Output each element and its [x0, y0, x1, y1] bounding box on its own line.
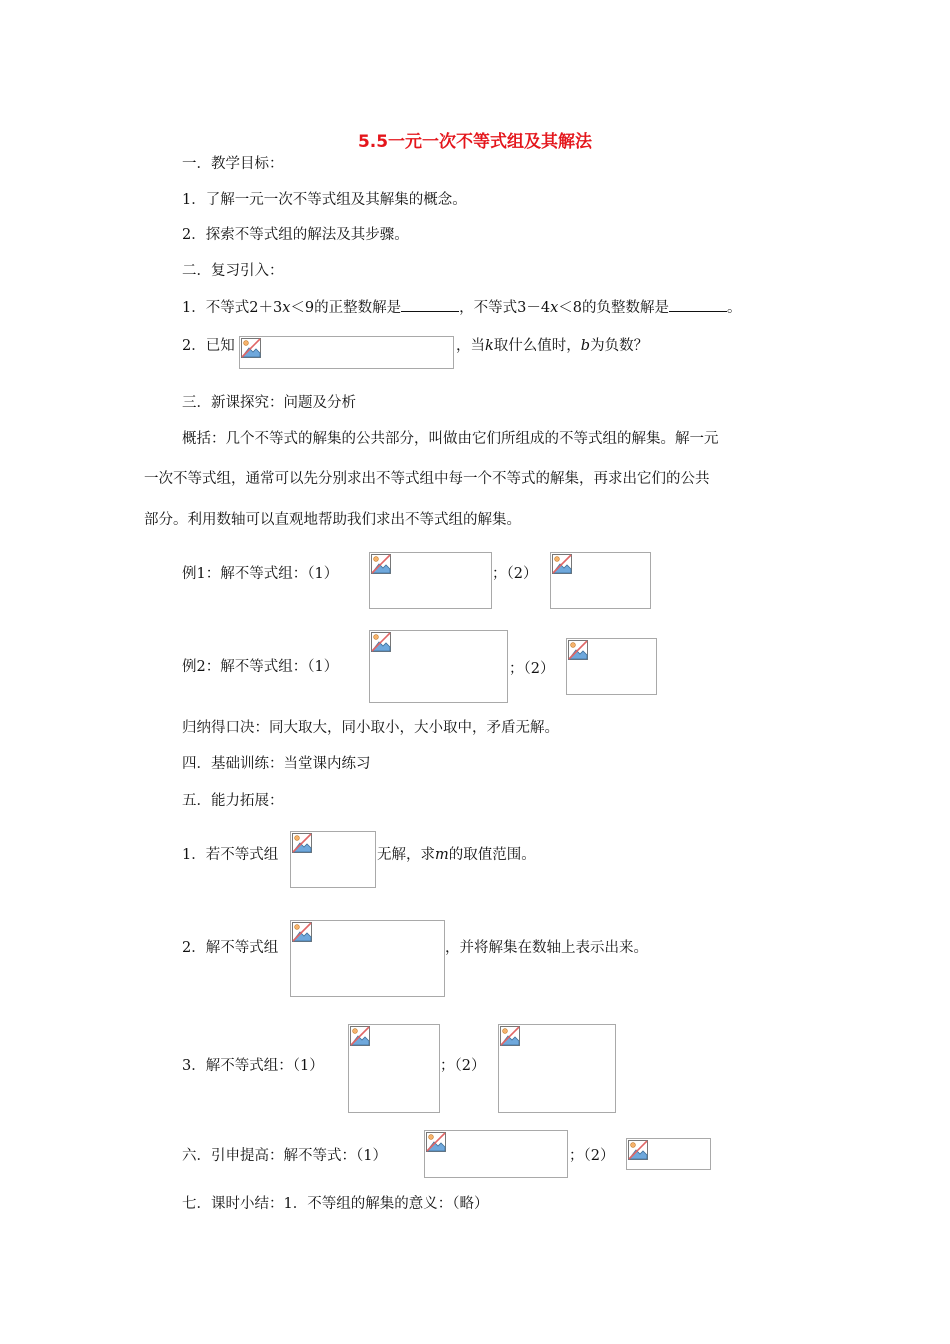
broken-image-formula — [566, 638, 657, 695]
example-1-label: 例1：解不等式组：（1） — [182, 566, 339, 582]
broken-image-formula — [290, 831, 376, 888]
var-m: m — [435, 847, 449, 863]
broken-image-formula — [290, 920, 445, 997]
broken-image-formula — [626, 1138, 711, 1170]
broken-image-formula — [550, 552, 651, 609]
document-title: 5.5一元一次不等式组及其解法 — [357, 132, 593, 152]
var-b: b — [580, 338, 591, 354]
broken-image-formula — [369, 630, 508, 703]
example-2-label: 例2：解不等式组：（1） — [182, 659, 339, 675]
extension-q2-suffix: ，并将解集在数轴上表示出来。 — [445, 940, 648, 956]
summary-line-3: 部分。利用数轴可以直观地帮助我们求出不等式组的解集。 — [144, 512, 521, 528]
extension-q3-sep: ；（2） — [440, 1058, 486, 1074]
section-7-summary: 七．课时小结：1．不等组的解集的意义：（略） — [182, 1196, 489, 1212]
q2-text-b: ，当 — [456, 338, 485, 354]
summary-line-1: 概括：几个不等式的解集的公共部分，叫做由它们所组成的不等式组的解集。解一元 — [182, 431, 719, 447]
var-x: x — [282, 300, 291, 316]
broken-image-icon — [499, 1025, 521, 1047]
broken-image-icon — [627, 1139, 649, 1161]
q2-text-c: 取什么值时， — [493, 338, 581, 354]
extension-q1-suffix — [377, 845, 536, 865]
summary-line-2: 一次不等式组，通常可以先分别求出不等式组中每一个不等式的解集，再求出它们的公共 — [144, 471, 710, 487]
broken-image-icon — [551, 553, 573, 575]
section-3-heading: 三．新课探究：问题及分析 — [182, 395, 356, 411]
broken-image-icon — [240, 337, 262, 359]
section-6-sep: ；（2） — [569, 1148, 615, 1164]
q1-text-a: 1．不等式2＋3 — [182, 300, 283, 316]
broken-image-icon — [370, 631, 392, 653]
extension-q1-prefix: 1．若不等式组 — [182, 847, 279, 863]
broken-image-icon — [370, 553, 392, 575]
review-question-2-suffix — [456, 336, 648, 356]
section-2-heading: 二．复习引入： — [182, 263, 284, 279]
broken-image-formula — [348, 1024, 440, 1113]
review-question-1 — [182, 297, 741, 318]
extension-q2-prefix: 2．解不等式组 — [182, 940, 279, 956]
objective-2: 2．探索不等式组的解法及其步骤。 — [182, 227, 409, 243]
broken-image-formula — [498, 1024, 616, 1113]
extension-q3-label: 3．解不等式组：（1） — [182, 1058, 324, 1074]
broken-image-formula — [239, 336, 454, 369]
broken-image-icon — [349, 1025, 371, 1047]
example-1-sep: ；（2） — [492, 566, 538, 582]
section-4-heading: 四．基础训练：当堂课内练习 — [182, 756, 371, 772]
q1-text-b: 无解，求 — [377, 847, 435, 863]
broken-image-formula — [369, 552, 492, 609]
review-question-2-prefix: 2．已知 — [182, 338, 235, 354]
q1-text-c: 的取值范围。 — [448, 847, 536, 863]
objective-1: 1．了解一元一次不等式组及其解集的概念。 — [182, 192, 467, 208]
example-2-sep: ；（2） — [509, 661, 555, 677]
var-k: k — [485, 338, 494, 354]
q1-text-b: ＜9的正整数解是 — [290, 300, 402, 316]
q2-text-d: 为负数？ — [590, 338, 649, 354]
q1-text-c: ，不等式3－4 — [459, 300, 551, 316]
broken-image-icon — [291, 921, 313, 943]
var-x: x — [550, 300, 559, 316]
section-6-label: 六．引申提高：解不等式：（1） — [182, 1148, 387, 1164]
broken-image-icon — [425, 1131, 447, 1153]
section-1-heading: 一．教学目标： — [182, 156, 284, 172]
answer-blank-1[interactable] — [401, 297, 459, 312]
answer-blank-2[interactable] — [669, 297, 727, 312]
q1-text-e: 。 — [726, 300, 742, 316]
mnemonic-rule: 归纳得口决：同大取大，同小取小，大小取中，矛盾无解。 — [182, 720, 559, 736]
broken-image-icon — [291, 832, 313, 854]
broken-image-formula — [424, 1130, 568, 1178]
section-5-heading: 五．能力拓展： — [182, 793, 284, 809]
q1-text-d: ＜8的负整数解是 — [558, 300, 669, 316]
broken-image-icon — [567, 639, 589, 661]
